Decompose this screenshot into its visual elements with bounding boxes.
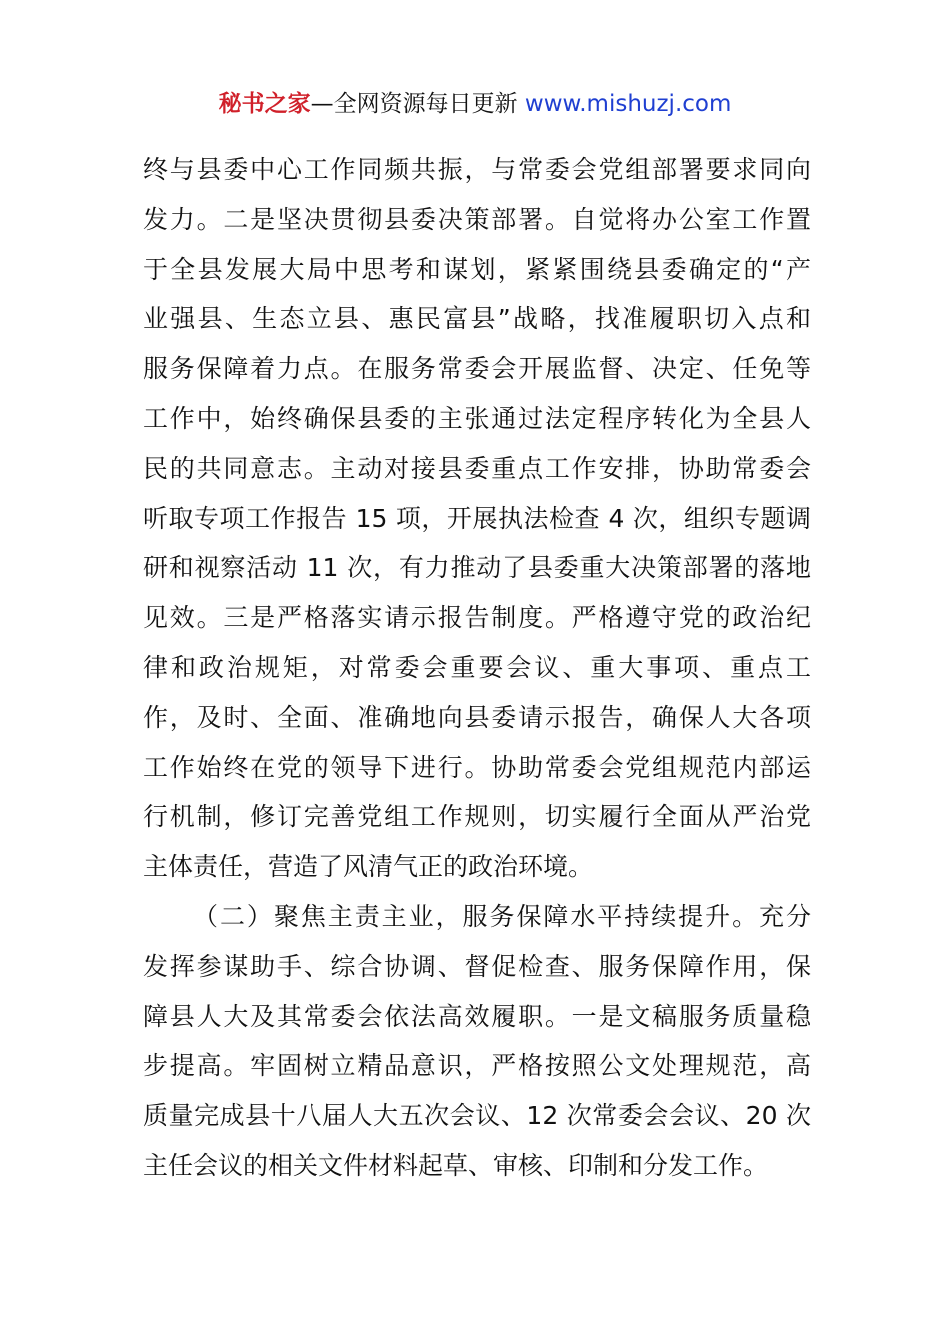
text-line: 障县人大及其常委会依法高效履职。一是文稿服务质量稳 [143, 1001, 811, 1031]
text-line: 发力。二是坚决贯彻县委决策部署。自觉将办公室工作置 [143, 204, 811, 234]
header-tagline: —全网资源每日更新 [310, 91, 525, 117]
text-line: 发挥参谋助手、综合协调、督促检查、服务保障作用，保 [143, 951, 811, 981]
text-line: 律和政治规矩，对常委会重要会议、重大事项、重点工 [143, 652, 811, 682]
text-line: 见效。三是严格落实请示报告制度。严格遵守党的政治纪 [143, 603, 811, 633]
text-line: 听取专项工作报告 15 项，开展执法检查 4 次，组织专题调 [143, 503, 811, 533]
text-line: 民的共同意志。主动对接县委重点工作安排，协助常委会 [143, 453, 811, 483]
text-line: 业强县、生态立县、惠民富县”战略，找准履职切入点和 [143, 304, 811, 334]
text-line: 工作始终在党的领导下进行。协助常委会党组规范内部运 [143, 752, 811, 782]
text-line: 终与县委中心工作同频共振，与常委会党组部署要求同向 [143, 155, 811, 184]
section-heading-line: （二）聚焦主责主业，服务保障水平持续提升。充分 [193, 901, 811, 931]
text-line: 步提高。牢固树立精品意识，严格按照公文处理规范，高 [143, 1051, 811, 1081]
text-line: 于全县发展大局中思考和谋划，紧紧围绕县委确定的“产 [143, 254, 811, 284]
text-line: 服务保障着力点。在服务常委会开展监督、决定、任免等 [143, 354, 811, 384]
website-link[interactable]: www.mishuzj.com [524, 91, 732, 117]
page-header [0, 88, 950, 120]
text-line: 质量完成县十八届人大五次会议、12 次常委会会议、20 次 [143, 1101, 811, 1131]
text-line: 研和视察活动 11 次，有力推动了县委重大决策部署的落地 [143, 553, 811, 583]
document-body [143, 145, 811, 1191]
text-line: 作，及时、全面、准确地向县委请示报告，确保人大各项 [143, 702, 811, 732]
text-line: 工作中，始终确保县委的主张通过法定程序转化为全县人 [143, 403, 811, 433]
text-line: 主体责任，营造了风清气正的政治环境。 [143, 852, 594, 882]
brand-name: 秘书之家 [218, 91, 311, 117]
text-line: 行机制，修订完善党组工作规则，切实履行全面从严治党 [143, 802, 811, 832]
text-line: 主任会议的相关文件材料起草、审核、印制和分发工作。 [143, 1150, 769, 1180]
